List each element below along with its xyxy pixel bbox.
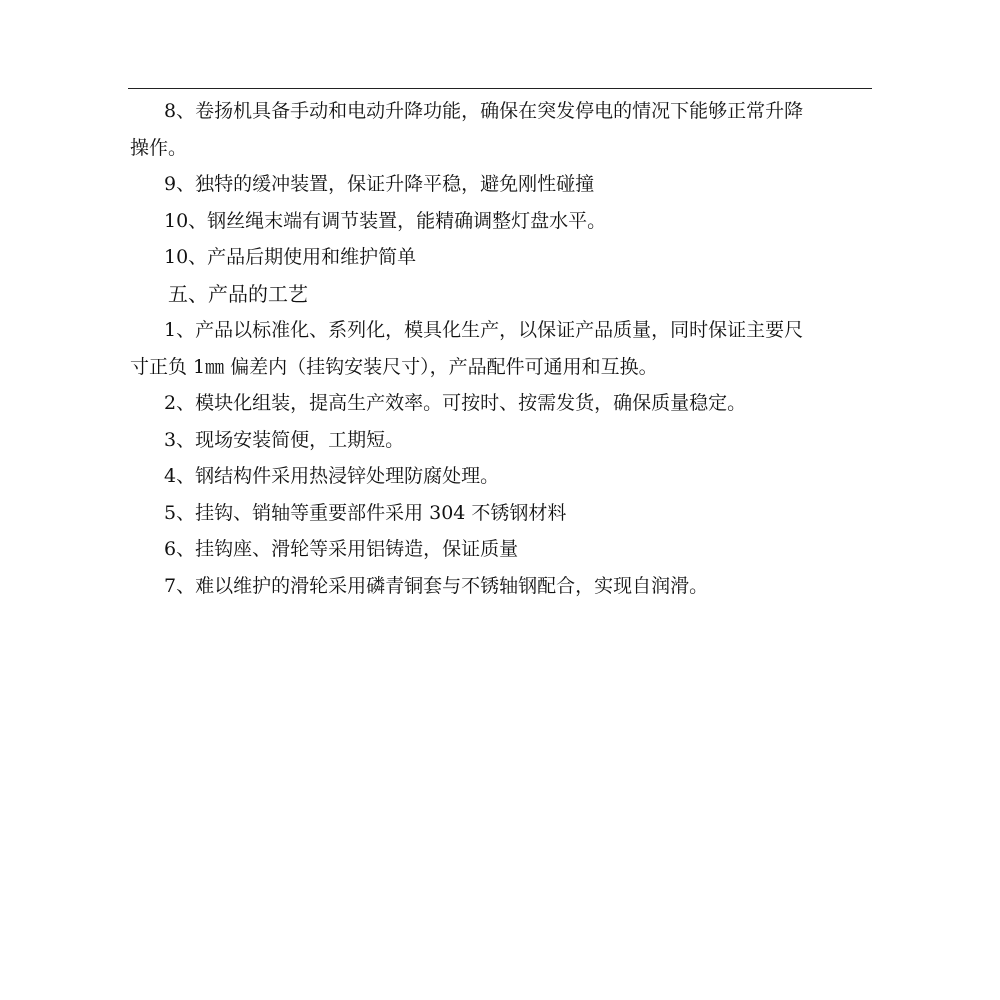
paragraph-line: 8、卷扬机具备手动和电动升降功能，确保在突发停电的情况下能够正常升降 [164,100,804,122]
paragraph-line: 9、独特的缓冲装置，保证升降平稳，避免刚性碰撞 [164,173,595,195]
process-item-4 [130,458,900,495]
paragraph-line: 操作。 [130,136,188,159]
paragraph-line: 2、模块化组装，提高生产效率。可按时、按需发货，确保质量稳定。 [164,392,747,414]
paragraph-line: 7、难以维护的滑轮采用磷青铜套与不锈轴钢配合，实现自润滑。 [164,574,709,597]
feature-item-10a [130,203,900,240]
document-body [130,93,900,604]
paragraph-line: 寸正负 1㎜ 偏差内（挂钩安装尺寸），产品配件可通用和互换。 [130,355,658,378]
process-item-3 [130,422,900,459]
process-item-2 [130,385,900,422]
paragraph-line: 1、产品以标准化、系列化，模具化生产，以保证产品质量，同时保证主要尺 [164,319,804,341]
feature-item-9 [130,166,900,203]
paragraph-line: 6、挂钩座、滑轮等采用铝铸造，保证质量 [164,538,519,560]
paragraph-line: 10、钢丝绳末端有调节装置，能精确调整灯盘水平。 [164,209,607,232]
process-item-1 [130,312,900,385]
process-item-6 [130,531,900,568]
paragraph-line: 4、钢结构件采用热浸锌处理防腐处理。 [164,465,500,487]
paragraph-line: 10、产品后期使用和维护简单 [164,246,417,268]
feature-item-10b [130,239,900,276]
process-item-7 [130,568,900,605]
paragraph-line: 3、现场安装简便，工期短。 [164,428,405,451]
feature-item-8 [130,93,900,166]
header-rule [128,88,872,89]
section-heading: 五、产品的工艺 [168,281,308,306]
paragraph-line: 5、挂钩、销轴等重要部件采用 304 不锈钢材料 [164,501,567,524]
process-item-5 [130,495,900,532]
